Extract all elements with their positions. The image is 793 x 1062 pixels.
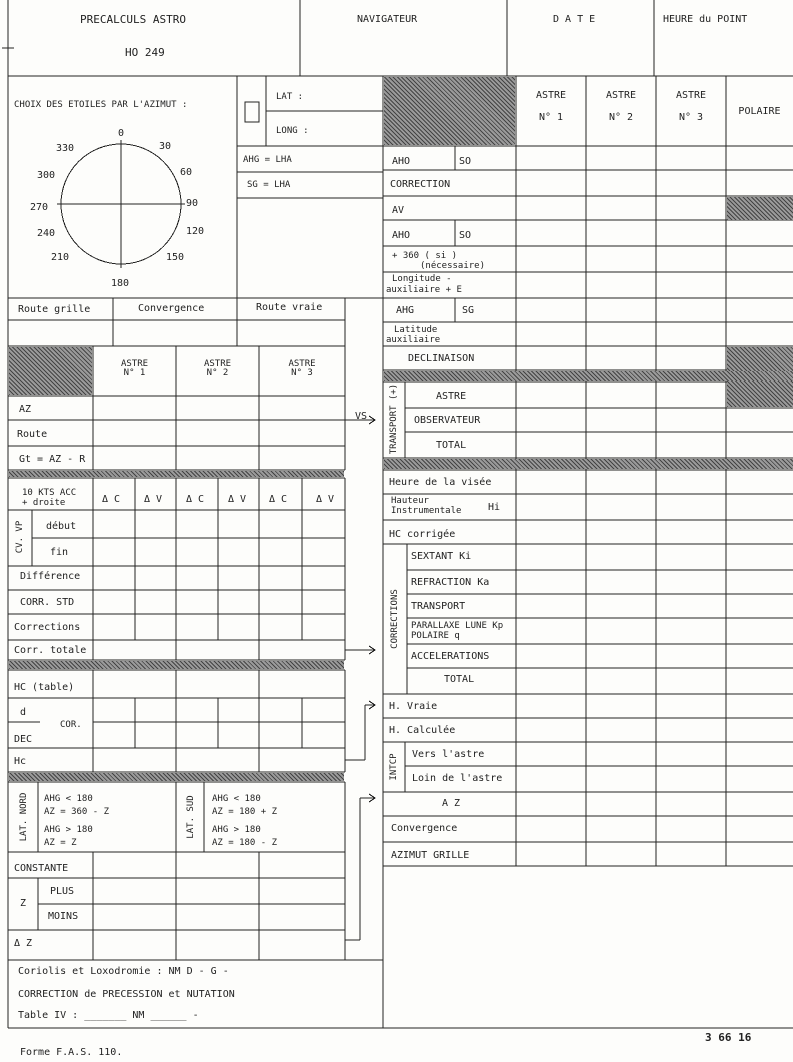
row-accelerations: ACCELERATIONS: [411, 651, 490, 662]
left-astre1-number: N° 1: [123, 368, 146, 378]
left-astre1-label: ASTRE: [120, 359, 149, 369]
lat-label: LAT :: [276, 92, 304, 102]
astre1-label: ASTRE: [535, 90, 567, 101]
row-h-calculee: H. Calculée: [389, 725, 456, 736]
vs-label: VS: [355, 411, 368, 422]
hatch-band-458: [384, 459, 793, 469]
footer-precession: CORRECTION de PRECESSION et NUTATION: [18, 989, 235, 1000]
route-vraie-label: Route vraie: [256, 302, 323, 313]
lat-nord-side-label: LAT. NORD: [19, 792, 29, 842]
row-transport-astre: ASTRE: [436, 391, 467, 402]
delta-c-2: Δ C: [186, 494, 205, 505]
compass-label-270: 270: [30, 202, 49, 213]
compass-label-30: 30: [159, 141, 172, 152]
compass-label-0: 0: [118, 128, 125, 139]
hatch-top-right: [384, 77, 515, 145]
row-corrections: Corrections: [14, 622, 81, 633]
route-grille-label: Route grille: [18, 304, 91, 315]
row-azimut-grille: AZIMUT GRILLE: [391, 850, 470, 861]
row-vers-astre: Vers l'astre: [412, 749, 485, 760]
row-refraction: REFRACTION Ka: [411, 577, 490, 588]
nord-az2: AZ = Z: [44, 838, 77, 848]
astre1-number: N° 1: [538, 112, 564, 123]
astre3-label: ASTRE: [675, 90, 707, 101]
sg-lha-label: SG = LHA: [247, 180, 291, 190]
hatch-band-370: [384, 371, 793, 381]
astre2-number: N° 2: [608, 112, 634, 123]
convergence-label: Convergence: [138, 303, 205, 314]
row-constante: CONSTANTE: [14, 863, 69, 874]
long-label: LONG :: [276, 126, 309, 136]
row-hc-corrigee: HC corrigée: [389, 529, 456, 540]
date-label: D A T E: [553, 14, 596, 25]
compass-label-240: 240: [37, 228, 56, 239]
row-z: Z: [20, 898, 27, 909]
nord-ahg1: AHG < 180: [44, 794, 93, 804]
row-h-vraie: H. Vraie: [389, 701, 438, 712]
row-hc: Hc: [14, 756, 27, 767]
compass-label-60: 60: [180, 167, 193, 178]
row-hauteur-a: Hauteur: [391, 496, 429, 506]
row-corr-std: CORR. STD: [20, 597, 75, 608]
astre3-number: N° 3: [678, 112, 704, 123]
left-astre3-header: [259, 360, 345, 378]
sud-ahg2: AHG > 180: [212, 825, 261, 835]
row-left-route: Route: [17, 429, 48, 440]
corrections-side-label: CORRECTIONS: [390, 589, 400, 649]
compass-label-180: 180: [111, 278, 130, 289]
sud-az2: AZ = 180 - Z: [212, 838, 278, 848]
sud-az1: AZ = 180 + Z: [212, 807, 278, 817]
row-convergence: Convergence: [391, 823, 458, 834]
left-astre1-header: [93, 360, 176, 378]
ahg-lha-label: AHG = LHA: [243, 155, 292, 165]
astre2-header: [586, 90, 656, 123]
kts-acc-label: 10 KTS ACC: [22, 488, 77, 498]
row-loin-astre: Loin de l'astre: [412, 773, 503, 784]
row-latitude-a: Latitude: [394, 325, 438, 335]
delta-v-2: Δ V: [228, 494, 247, 505]
row-fin: fin: [50, 547, 69, 558]
row-transport-total: TOTAL: [436, 440, 467, 451]
row-plus360-a: + 360 ( si ): [392, 251, 458, 261]
delta-c-3: Δ C: [269, 494, 288, 505]
navigator-label: NAVIGATEUR: [357, 14, 418, 25]
row-ahg: AHG: [396, 305, 415, 316]
form-subtitle: HO 249: [125, 46, 165, 59]
left-astre2-label: ASTRE: [203, 359, 232, 369]
row-av: AV: [392, 205, 405, 216]
stars-choice-label: CHOIX DES ETOILES PAR L'AZIMUT :: [14, 100, 188, 110]
sud-ahg1: AHG < 180: [212, 794, 261, 804]
row-aho: AHO: [392, 156, 411, 167]
row-so: SO: [459, 156, 472, 167]
row-cor: COR.: [60, 720, 82, 730]
nord-ahg2: AHG > 180: [44, 825, 93, 835]
delta-v-3: Δ V: [316, 494, 335, 505]
row-total: TOTAL: [444, 674, 475, 685]
row-debut: début: [46, 521, 77, 532]
compass-label-300: 300: [37, 170, 56, 181]
intcp-side-label: INTCP: [389, 753, 399, 781]
astre1-header: [516, 90, 586, 123]
left-astre2-header: [176, 360, 259, 378]
transport-side-label: TRANSPORT (+): [389, 383, 399, 455]
footer-form-number: 3 66 16: [705, 1031, 752, 1044]
row-difference: Différence: [20, 571, 81, 582]
compass-label-120: 120: [186, 226, 205, 237]
row-transport-observateur: OBSERVATEUR: [414, 415, 481, 426]
row-correction: CORRECTION: [390, 179, 451, 190]
row-longitude-b: auxiliaire + E: [386, 285, 462, 295]
row-aho-2: AHO: [392, 230, 411, 241]
delta-c-1: Δ C: [102, 494, 121, 505]
polaire-header: POLAIRE: [738, 106, 781, 117]
hatch-band-470: [9, 471, 344, 477]
astre2-label: ASTRE: [605, 90, 637, 101]
row-transport: TRANSPORT: [411, 601, 466, 612]
footer-coriolis: Coriolis et Loxodromie : NM D - G -: [18, 966, 229, 977]
droite-label: + droite: [22, 498, 66, 508]
hatch-left-corner: [9, 347, 92, 395]
hatch-band-772: [9, 773, 344, 781]
row-left-gt: Gt = AZ - R: [19, 454, 86, 465]
left-astre3-number: N° 3: [291, 368, 313, 378]
compass-label-210: 210: [51, 252, 70, 263]
compass-label-90: 90: [186, 198, 199, 209]
row-so-2: SO: [459, 230, 472, 241]
time-label: HEURE du POINT: [663, 14, 748, 25]
row-heure-visee: Heure de la visée: [389, 477, 492, 488]
row-hc-table: HC (table): [14, 682, 75, 693]
compass-label-150: 150: [166, 252, 185, 263]
row-plus360-b: (nécessaire): [420, 261, 486, 271]
left-astre3-label: ASTRE: [288, 359, 316, 369]
nord-az1: AZ = 360 - Z: [44, 807, 110, 817]
hatch-band-660: [9, 661, 344, 669]
row-hauteur-hi: Hi: [488, 502, 501, 513]
lat-sud-side-label: LAT. SUD: [186, 795, 196, 839]
row-longitude-a: Longitude -: [392, 274, 452, 284]
astre3-header: [656, 90, 726, 123]
row-corr-totale: Corr. totale: [14, 645, 87, 656]
row-latitude-b: auxiliaire: [386, 335, 441, 345]
row-sextant: SEXTANT Ki: [411, 551, 472, 562]
row-dec: DEC: [14, 734, 33, 745]
compass-label-330: 330: [56, 143, 75, 154]
row-left-az: AZ: [19, 404, 32, 415]
row-declinaison: DECLINAISON: [408, 353, 475, 364]
row-polaire: POLAIRE q: [411, 631, 460, 641]
row-moins: MOINS: [48, 911, 79, 922]
hatch-polaire-av: [727, 197, 793, 220]
row-sg: SG: [462, 305, 475, 316]
row-parallaxe: PARALLAXE LUNE Kp: [411, 621, 504, 631]
footer-table: Table IV : _______ NM ______ -: [18, 1010, 199, 1021]
row-plus: PLUS: [50, 886, 75, 897]
footer-form-ref: Forme F.A.S. 110.: [20, 1047, 123, 1058]
cv-vp-side-label: CV. VP: [15, 520, 25, 554]
form-title: PRECALCULS ASTRO: [80, 13, 186, 26]
left-astre2-number: N° 2: [206, 368, 229, 378]
delta-v-1: Δ V: [144, 494, 163, 505]
row-delta-z: Δ Z: [14, 938, 33, 949]
row-d: d: [20, 707, 27, 718]
row-az: A Z: [442, 798, 461, 809]
row-hauteur-b: Instrumentale: [391, 506, 462, 516]
